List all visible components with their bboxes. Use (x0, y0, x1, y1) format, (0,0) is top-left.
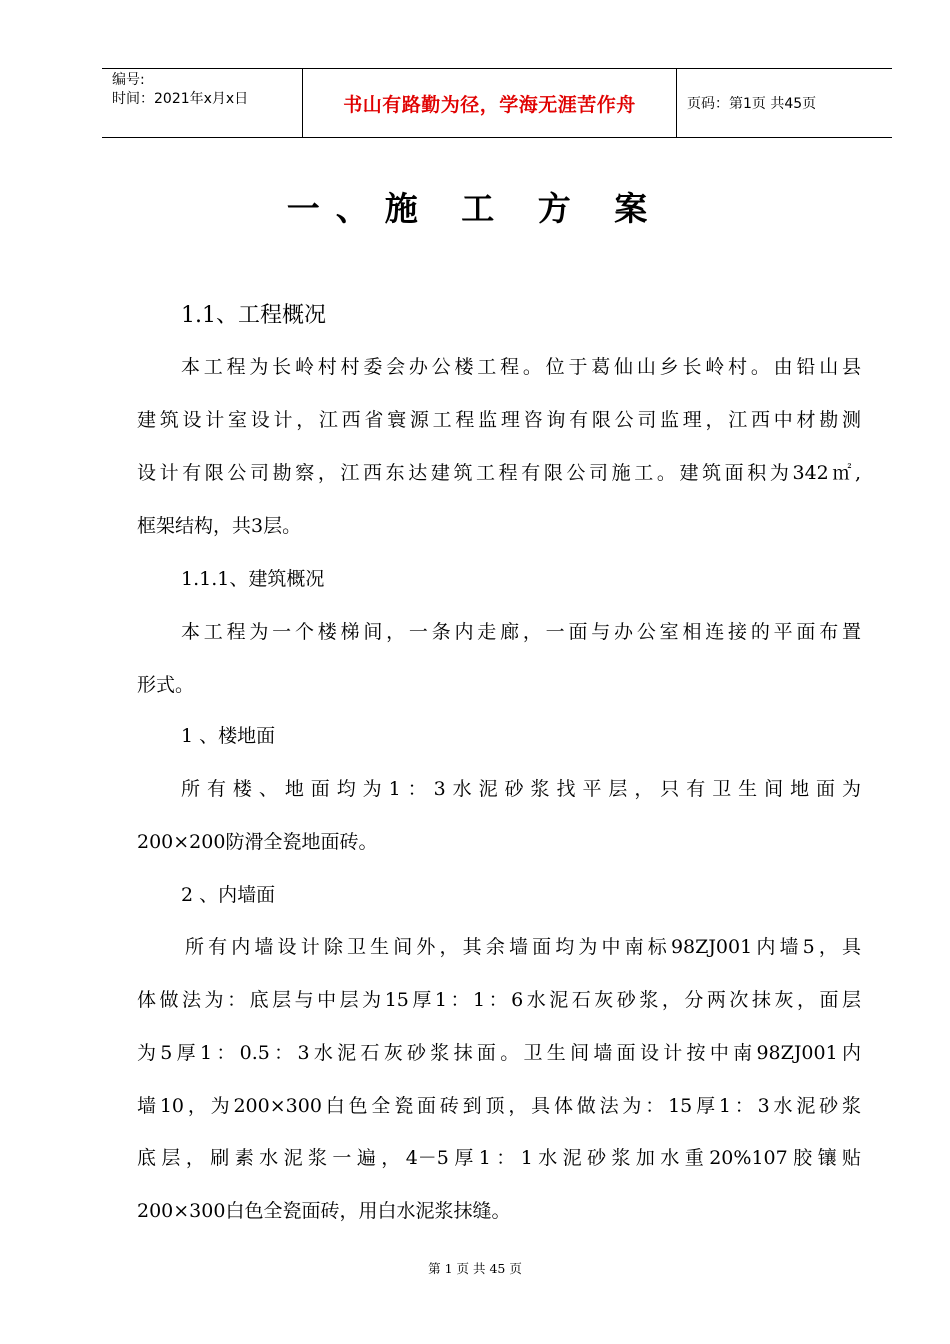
page-info-cell (677, 69, 892, 137)
time-label: 时间：2021年x月x日 (112, 91, 249, 107)
paragraph-line: 200×200防滑全瓷地面砖。 (137, 831, 378, 853)
paragraph-line: 本工程为一个楼梯间，一条内走廊，一面与办公室相连接的平面布置 (181, 621, 861, 643)
motto-cell (303, 69, 677, 137)
paragraph-line: 建筑设计室设计，江西省寰源工程监理咨询有限公司监理，江西中材勘测 (137, 409, 861, 431)
page-footer: 第 1 页 共 45 页 (428, 1261, 522, 1276)
motto-text: 书山有路勤为径，学海无涯苦作舟 (343, 93, 636, 116)
page-info-text: 页码：第1页 共45页 (687, 96, 817, 112)
paragraph-line: 为5厚1：0.5：3水泥石灰砂浆抹面。卫生间墙面设计按中南98ZJ001内 (137, 1042, 861, 1064)
paragraph-line: 本工程为长岭村村委会办公楼工程。位于葛仙山乡长岭村。由铅山县 (181, 356, 861, 378)
paragraph-line: 墙10，为200×300白色全瓷面砖到顶，具体做法为：15厚1：3水泥砂浆 (137, 1095, 861, 1117)
document-title: 一、施 工 方 案 (286, 189, 664, 228)
subsection-heading: 1.1.1、建筑概况 (181, 568, 325, 590)
paragraph-line: 200×300白色全瓷面砖，用白水泥浆抹缝。 (137, 1200, 511, 1222)
paragraph-line: 体做法为：底层与中层为15厚1：1：6水泥石灰砂浆，分两次抹灰，面层 (137, 989, 861, 1011)
paragraph-line: 底层，刷素水泥浆一遍，4－5厚1：1水泥砂浆加水重20%107胶镶贴 (137, 1147, 861, 1169)
paragraph-line: 所有楼、地面均为1：3水泥砂浆找平层，只有卫生间地面为 (181, 778, 861, 800)
section-heading: 1.1、工程概况 (181, 303, 326, 328)
paragraph-line: 形式。 (137, 674, 195, 696)
paragraph-line: 框架结构，共3层。 (137, 515, 302, 537)
page-header (102, 68, 892, 138)
item-heading: 2 、内墙面 (181, 884, 276, 906)
header-meta-cell (102, 69, 303, 137)
paragraph-line: 设计有限公司勘察，江西东达建筑工程有限公司施工。建筑面积为342㎡, (137, 462, 861, 484)
item-heading: 1 、楼地面 (181, 725, 276, 747)
paragraph-line: 所有内墙设计除卫生间外，其余墙面均为中南标98ZJ001内墙5，具 (185, 936, 861, 958)
number-label: 编号: (112, 72, 145, 88)
